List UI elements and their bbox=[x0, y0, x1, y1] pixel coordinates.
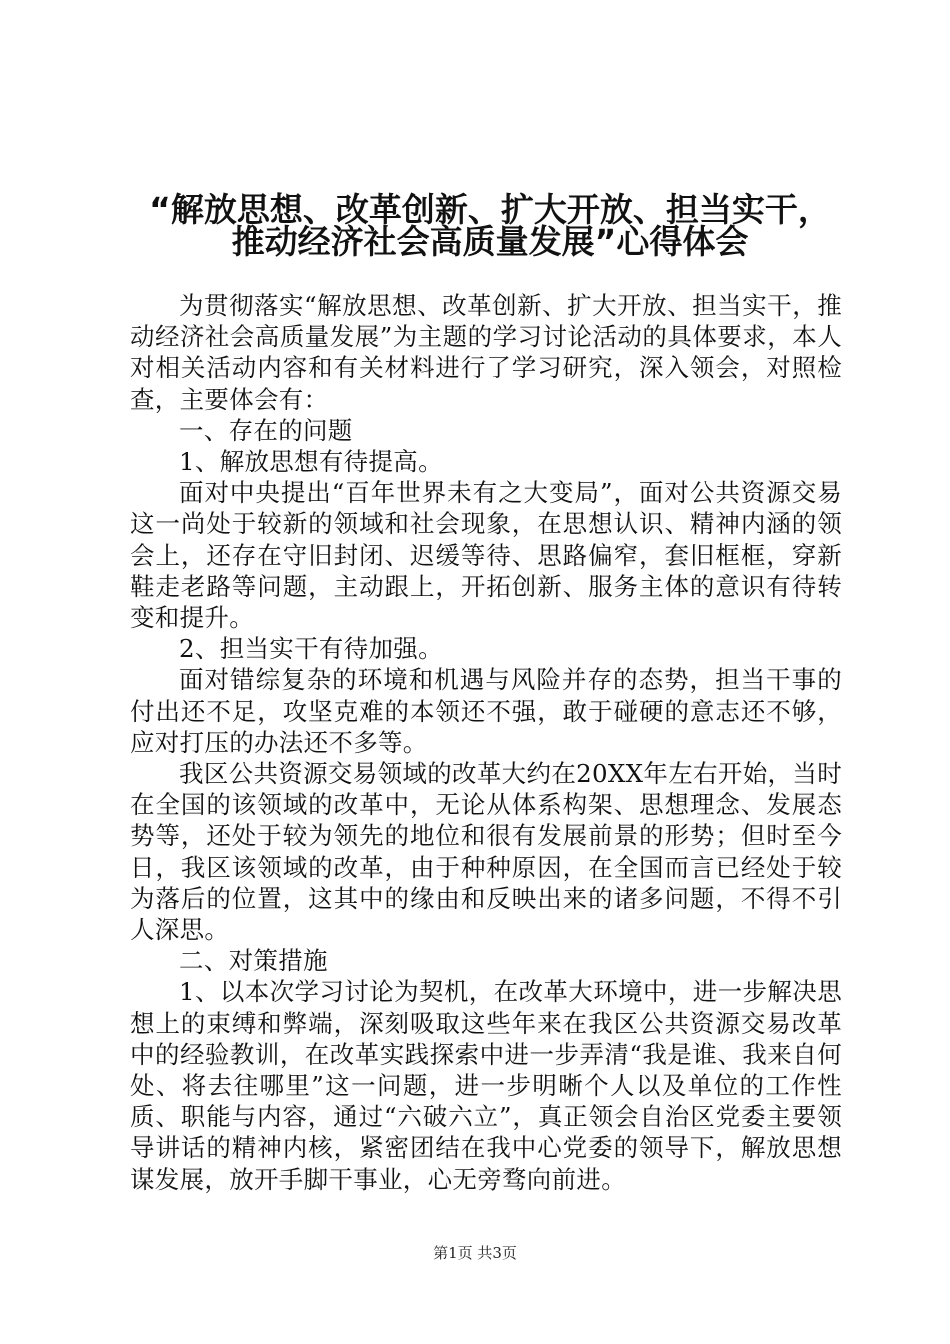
paragraph-responsibility: 面对错综复杂的环境和机遇与风险并存的态势，担当干事的付出还不足，攻坚克难的本领还不强，敢于碰硬的意志还不够，应对打压的办法还不多等。 bbox=[130, 665, 842, 757]
document-title-line-1: “解放思想、改革创新、扩大开放、担当实干， bbox=[149, 190, 831, 229]
subheading-responsibility: 2、担当实干有待加强。 bbox=[179, 634, 443, 664]
document-title-line-2: 推动经济社会高质量发展”心得体会 bbox=[231, 222, 749, 261]
subheading-thinking: 1、解放思想有待提高。 bbox=[179, 447, 443, 477]
paragraph-reform-history: 我区公共资源交易领域的改革大约在20XX年左右开始，当时在全国的该领域的改革中，无论从体系构架、思想理念、发展态势等，还处于较为领先的地位和很有发展前景的形势；但时至今日，我区该领域的改革，由于种种原因，在全国而言已经处于较为落后的位置，这其中的缘由和反映出来的诸多问题，不得不引人深思。 bbox=[130, 759, 842, 945]
paragraph-thinking: 面对中央提出“百年世界未有之大变局”，面对公共资源交易这一尚处于较新的领域和社会现象，在思想认识、精神内涵的领会上，还存在守旧封闭、迟缓等待、思路偏窄，套旧框框，穿新鞋走老路等问题，主动跟上，开拓创新、服务主体的意识有待转变和提升。 bbox=[130, 478, 842, 633]
page-footer: 第1页 共3页 bbox=[433, 1244, 517, 1262]
paragraph-measure-1: 1、以本次学习讨论为契机，在改革大环境中，进一步解决思想上的束缚和弊端，深刻吸取这些年来在我区公共资源交易改革中的经验教训，在改革实践探索中进一步弄清“我是谁、我来自何处、将去往哪里”这一问题，进一步明晰个人以及单位的工作性质、职能与内容，通过“六破六立”，真正领会自治区党委主要领导讲话的精神内核，紧密团结在我中心党委的领导下，解放思想谋发展，放开手脚干事业，心无旁骛向前进。 bbox=[130, 977, 842, 1194]
section-heading-measures: 二、对策措施 bbox=[179, 946, 328, 976]
section-heading-problems: 一、存在的问题 bbox=[179, 415, 353, 445]
intro-paragraph: 为贯彻落实“解放思想、改革创新、扩大开放、担当实干，推动经济社会高质量发展”为主题的学习讨论活动的具体要求，本人对相关活动内容和有关材料进行了学习研究，深入领会，对照检查，主要体会有： bbox=[130, 291, 842, 414]
document-body bbox=[130, 290, 842, 1195]
